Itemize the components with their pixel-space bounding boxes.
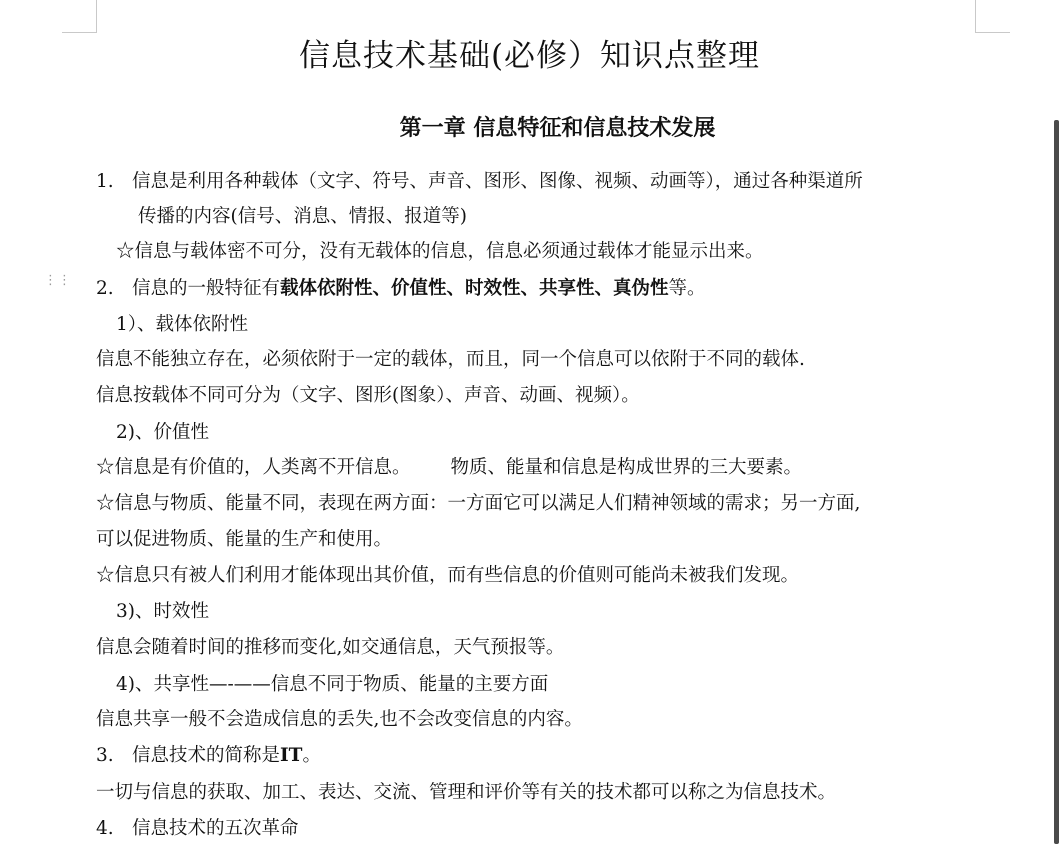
paragraph-text: 信息按载体不同可分为（文字、图形(图象）、声音、动画、视频）。 bbox=[96, 385, 640, 406]
page-corner-mark-top-right bbox=[975, 0, 1010, 33]
paragraph-bold-text: 载体依附性、价值性、时效性、共享性、真伪性 bbox=[280, 278, 669, 299]
paragraph-item-4 bbox=[96, 816, 299, 842]
paragraph-item-1-continued: 传播的内容(信号、消息、情报、报道等) bbox=[138, 206, 467, 227]
subheading-carrier-dependence: 1）、载体依附性 bbox=[116, 314, 249, 335]
item-number: 1. bbox=[96, 171, 114, 192]
paragraph-text: ☆信息与物质、能量不同，表现在两方面：一方面它可以满足人们精神领域的需求；另一方面, bbox=[96, 493, 861, 514]
note-carrier: ☆信息与载体密不可分，没有无载体的信息，信息必须通过载体才能显示出来。 bbox=[116, 241, 764, 262]
subheading-sharing: 4)、共享性—-——信息不同于物质、能量的主要方面 bbox=[116, 674, 549, 695]
subheading-value: 2)、价值性 bbox=[116, 422, 209, 443]
paragraph-text: 。 bbox=[302, 745, 321, 766]
paragraph-text: ☆信息是有价值的，人类离不开信息。 bbox=[96, 457, 411, 478]
paragraph-text: 信息的一般特征有 bbox=[132, 278, 281, 299]
paragraph-item-1 bbox=[96, 169, 863, 195]
subheading-timeliness: 3)、时效性 bbox=[116, 601, 209, 622]
paragraph-text: 物质、能量和信息是构成世界的三大要素。 bbox=[450, 457, 803, 478]
paragraph-bold-text: IT bbox=[280, 745, 303, 766]
paragraph-text: 信息不能独立存在，必须依附于一定的载体，而且，同一个信息可以依附于不同的载体. bbox=[96, 349, 805, 370]
paragraph-value-1 bbox=[96, 455, 802, 481]
paragraph-text: 信息共享一般不会造成信息的丢失,也不会改变信息的内容。 bbox=[96, 709, 583, 730]
paragraph-item-3 bbox=[96, 743, 321, 769]
item-number: 2. bbox=[96, 278, 114, 299]
paragraph-text: 信息会随着时间的推移而变化,如交通信息，天气预报等。 bbox=[96, 637, 565, 658]
item-number: 3. bbox=[96, 745, 114, 766]
paragraph-text: 等。 bbox=[668, 278, 706, 299]
item-number: 4. bbox=[96, 818, 114, 839]
drag-handle-icon[interactable]: ⋮⋮ bbox=[44, 273, 72, 288]
paragraph-text: 一切与信息的获取、加工、表达、交流、管理和评价等有关的技术都可以称之为信息技术。 bbox=[96, 782, 837, 803]
paragraph-item-2 bbox=[96, 276, 706, 302]
vertical-scrollbar-thumb[interactable] bbox=[1054, 120, 1059, 844]
paragraph-text: 信息技术的简称是 bbox=[132, 745, 281, 766]
document-title: 信息技术基础(必修）知识点整理 bbox=[298, 38, 761, 74]
chapter-title: 第一章 信息特征和信息技术发展 bbox=[399, 116, 716, 141]
page-corner-mark-top-left bbox=[62, 0, 97, 33]
paragraph-text: 信息是利用各种载体（文字、符号、声音、图形、图像、视频、动画等），通过各种渠道所 bbox=[132, 171, 863, 192]
paragraph-text: 信息技术的五次革命 bbox=[132, 818, 299, 839]
paragraph-text: 可以促进物质、能量的生产和使用。 bbox=[96, 529, 393, 550]
paragraph-text: ☆信息只有被人们利用才能体现出其价值，而有些信息的价值则可能尚未被我们发现。 bbox=[96, 565, 800, 586]
